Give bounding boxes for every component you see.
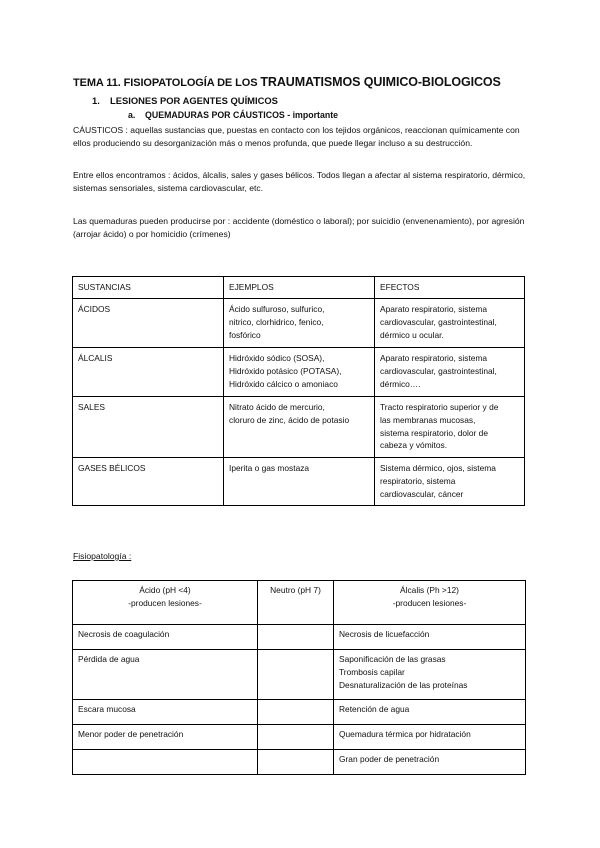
table-row [73, 725, 526, 750]
subsection-heading-a [128, 109, 338, 122]
cell-efectos [375, 458, 525, 506]
line: -producen lesiones- [392, 597, 467, 608]
title-prefix: TEMA 11. FISIOPATOLOGÍA DE LOS [73, 77, 261, 89]
table-row [73, 700, 526, 725]
line: Hidróxido sódico (SOSA), [229, 353, 325, 363]
cell-acido: Menor poder de penetración [73, 725, 258, 750]
cell-efectos [375, 348, 525, 397]
cell-alcalis: Quemadura térmica por hidratación [334, 725, 526, 750]
line: Aparato respiratorio, sistema [380, 353, 488, 363]
cell-acido [73, 750, 258, 775]
line: nitrico, clorhidrico, fenico, [229, 316, 324, 327]
section-number: 1. [92, 95, 100, 106]
cell-neutro [258, 650, 334, 700]
line: dérmico…. [380, 378, 421, 389]
line: cloruro de zinc, ácido de potasio [229, 414, 350, 425]
cell-alcalis: Gran poder de penetración [334, 750, 526, 775]
line: cardiovascular, cáncer [380, 488, 464, 499]
table-header-row [73, 277, 525, 299]
line: Aparato respiratorio, sistema [380, 304, 488, 314]
cell-alcalis [334, 650, 526, 700]
cell-sustancia: ÁLCALIS [73, 348, 224, 397]
cell-acido: Escara mucosa [73, 700, 258, 725]
table-row [73, 650, 526, 700]
line: Hidróxido cálcico o amoniaco [229, 378, 338, 389]
line: Trombosis capilar [339, 666, 405, 677]
table-row [73, 625, 526, 650]
cell-ejemplos [224, 458, 375, 506]
line: las membranas mucosas, [380, 414, 476, 425]
cell-ejemplos [224, 299, 375, 348]
subsection-label: QUEMADURAS POR CÁUSTICOS - importante [145, 110, 339, 120]
line: Nitrato ácido de mercurio, [229, 402, 325, 412]
cell-efectos [375, 397, 525, 458]
section-label: LESIONES POR AGENTES QUÍMICOS [110, 95, 278, 106]
document-title [73, 73, 501, 92]
header-alcalis [334, 581, 526, 625]
line: cardiovascular, gastrointestinal, [380, 365, 497, 376]
cell-sustancia: GASES BÉLICOS [73, 458, 224, 506]
table-header-row [73, 581, 526, 625]
title-emphasis: TRAUMATISMOS QUIMICO-BIOLOGICOS [260, 75, 501, 89]
section-heading-1 [92, 94, 278, 108]
header-sustancias: SUSTANCIAS [73, 277, 224, 299]
cell-neutro [258, 625, 334, 650]
cell-efectos [375, 299, 525, 348]
header-neutro: Neutro (pH 7) [258, 581, 334, 625]
cell-acido: Necrosis de coagulación [73, 625, 258, 650]
cell-acido: Pérdida de agua [73, 650, 258, 700]
line: sistema respiratorio, dolor de [380, 427, 488, 438]
cell-neutro [258, 700, 334, 725]
line: Hidróxido potásico (POTASA), [229, 365, 342, 376]
line: Ácido sulfuroso, sulfurico, [229, 304, 325, 314]
line: respiratorio, sistema [380, 475, 456, 486]
table-row-gases-belicos [73, 458, 525, 506]
cell-alcalis: Retención de agua [334, 700, 526, 725]
sustancias-table [72, 276, 525, 506]
line: dérmico u ocular. [380, 329, 444, 340]
header-efectos: EFECTOS [375, 277, 525, 299]
line: Iperita o gas mostaza [229, 463, 310, 473]
header-acido [73, 581, 258, 625]
table-row [73, 750, 526, 775]
cell-sustancia: SALES [73, 397, 224, 458]
line: Ácido (pH <4) [139, 585, 191, 595]
cell-alcalis: Necrosis de licuefacción [334, 625, 526, 650]
line: fosfórico [229, 329, 261, 340]
header-ejemplos: EJEMPLOS [224, 277, 375, 299]
line: Sistema dérmico, ojos, sistema [380, 463, 496, 473]
line: Saponificación de las grasas [339, 654, 446, 664]
fisiopatologia-table [72, 580, 526, 775]
cell-neutro [258, 725, 334, 750]
line: -producen lesiones- [128, 597, 202, 608]
table-row-sales [73, 397, 525, 458]
line: Álcalis (Ph >12) [400, 585, 459, 595]
cell-ejemplos [224, 348, 375, 397]
cell-ejemplos [224, 397, 375, 458]
fisiopatologia-label: Fisiopatología : [73, 551, 132, 561]
subsection-letter: a. [128, 110, 136, 120]
cell-sustancia: ÁCIDOS [73, 299, 224, 348]
paragraph-causticos: CÁUSTICOS : aquellas sustancias que, puestas en contacto con los tejidos orgánicos, reaccionan químicamente con ellos produciendo su desorganización más o menos profunda, que puede llegar incluso a su destrucción. [73, 125, 520, 148]
line: Tracto respiratorio superior y de [380, 402, 499, 412]
paragraph-encontramos: Entre ellos encontramos : ácidos, álcalis, sales y gases bélicos. Todos llegan a afectar al sistema respiratorio, dérmico, sistemas sensoriales, sistema cardiovascular, etc. [73, 170, 526, 193]
table-row-acidos [73, 299, 525, 348]
paragraph-quemaduras: Las quemaduras pueden producirse por : accidente (doméstico o laboral); por suicidio (envenenamiento), por agresión (arrojar ácido) o por homicidio (crímenes) [73, 216, 525, 239]
cell-neutro [258, 750, 334, 775]
line: cabeza y vómitos. [380, 440, 448, 451]
line: cardiovascular, gastrointestinal, [380, 316, 497, 327]
line: Desnaturalización de las proteínas [339, 679, 468, 690]
table-row-alcalis [73, 348, 525, 397]
